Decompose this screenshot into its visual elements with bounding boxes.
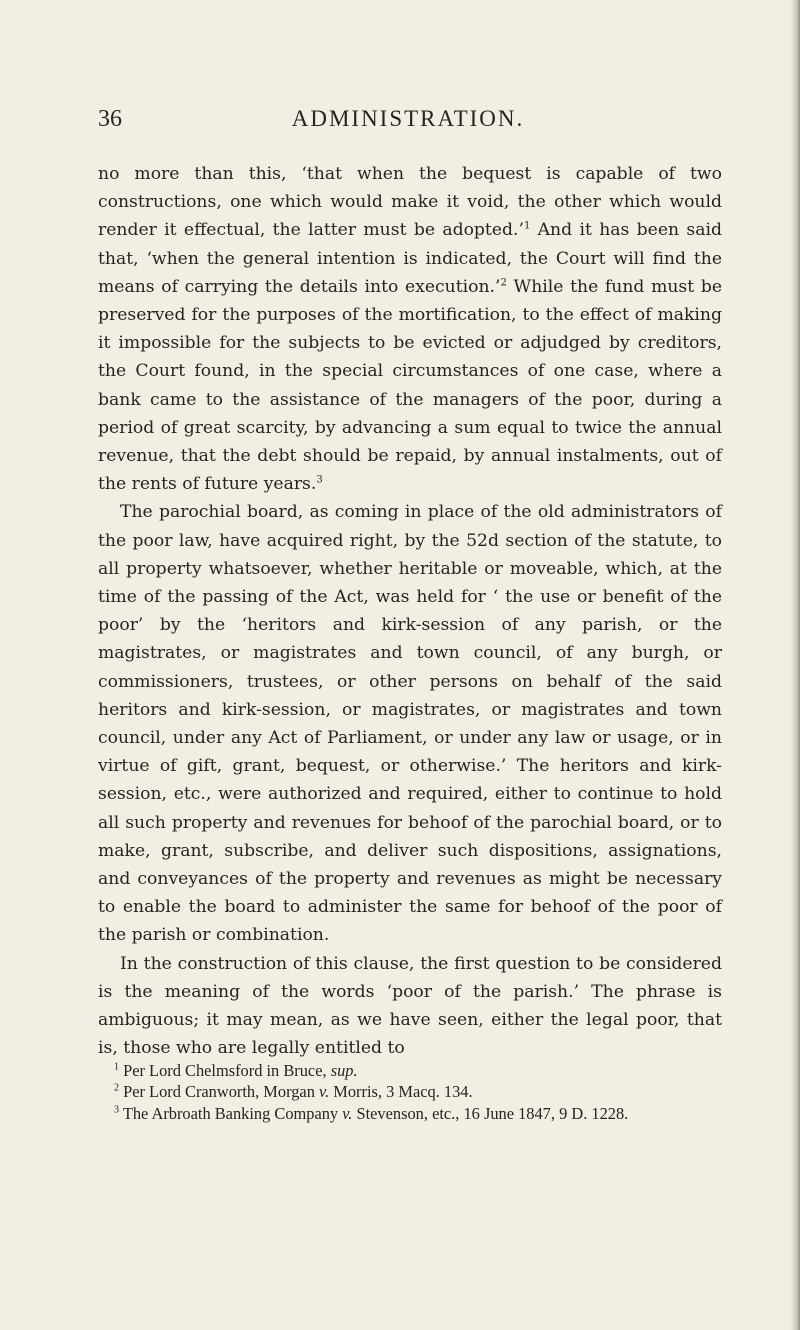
- paragraph: The parochial board, as coming in place of the old administrators of the poor law, have acquired right, by the 52d section of the statute, to all property whatsoever, whether heritable or moveable, which, at the time of the passing of the Act, was held for ‘ the use or benefit of the poor’ by the ‘heritors and kirk-session of any parish, or the magistrates, or magistrates and town council, of any burgh, or commissioners, trustees, or other persons on behalf of the said heritors and kirk-session, or magistrates, or magistrates and town council, under any Act of Parliament, or under any law or usage, or in virtue of gift, grant, bequest, or otherwise.’ The heritors and kirk-session, etc., were authorized and required, either to continue to hold all such property and revenues for behoof of the parochial board, or to make, grant, subscribe, and deliver such dispositions, assignations, and conveyances of the property and revenues as might be necessary to enable the board to administer the same for behoof of the poor of the parish or combination.: [98, 502, 722, 946]
- page-edge-shadow: [790, 0, 800, 1330]
- header-title: ADMINISTRATION.: [291, 106, 525, 131]
- footnote: $^2$ Per Lord Cranworth, Morgan v. Morris, 3 Macq. 134.: [114, 1082, 473, 1102]
- page-number: 36: [98, 106, 122, 132]
- running-head: [98, 106, 718, 140]
- paragraph-text: While the fund must be preserved for the purposes of the mortification, to the effect of making it impossible for the subjects to be evicted or adjudged by creditors, the Court found, in the special circumstances of one case, where a bank came to the assistance of the managers of the poor, during a period of great scarcity, by advancing a sum equal to twice the annual revenue, that the debt should be repaid, by annual instalments, out of the rents of future years.: [98, 276, 722, 495]
- paragraph-text: no more than this, ‘that when the bequest is capable of two constructions, one which would make it void, the other which would render it effectual, the latter must be adopted.’: [98, 164, 722, 241]
- footnotes: [98, 1060, 722, 1124]
- footnote: $^3$ The Arbroath Banking Company v. Stevenson, etc., 16 June 1847, 9 D. 1228.: [114, 1103, 629, 1123]
- footnote-marker: 3: [114, 1104, 119, 1116]
- footnote: $^1$ Per Lord Chelmsford in Bruce, sup.: [114, 1061, 358, 1080]
- footnote-ref: 3: [316, 474, 323, 486]
- body-text: [98, 160, 722, 1063]
- paragraph: In the construction of this clause, the first question to be considered is the meaning of the words ‘poor of the parish.’ The phrase is ambiguous; it may mean, as we have seen, either the legal poor, that is, those who are legally entitled to: [98, 953, 722, 1059]
- paragraph: [98, 160, 722, 498]
- footnote-ref: 2: [500, 277, 507, 289]
- footnote-marker: 1: [114, 1061, 119, 1073]
- footnote-ref: 1: [523, 220, 531, 232]
- paragraph-text: And it has been said that, ‘when the general intention is indicated, the Court will find the means of carrying the details into execution.’: [98, 220, 722, 297]
- footnote-marker: 2: [114, 1082, 119, 1094]
